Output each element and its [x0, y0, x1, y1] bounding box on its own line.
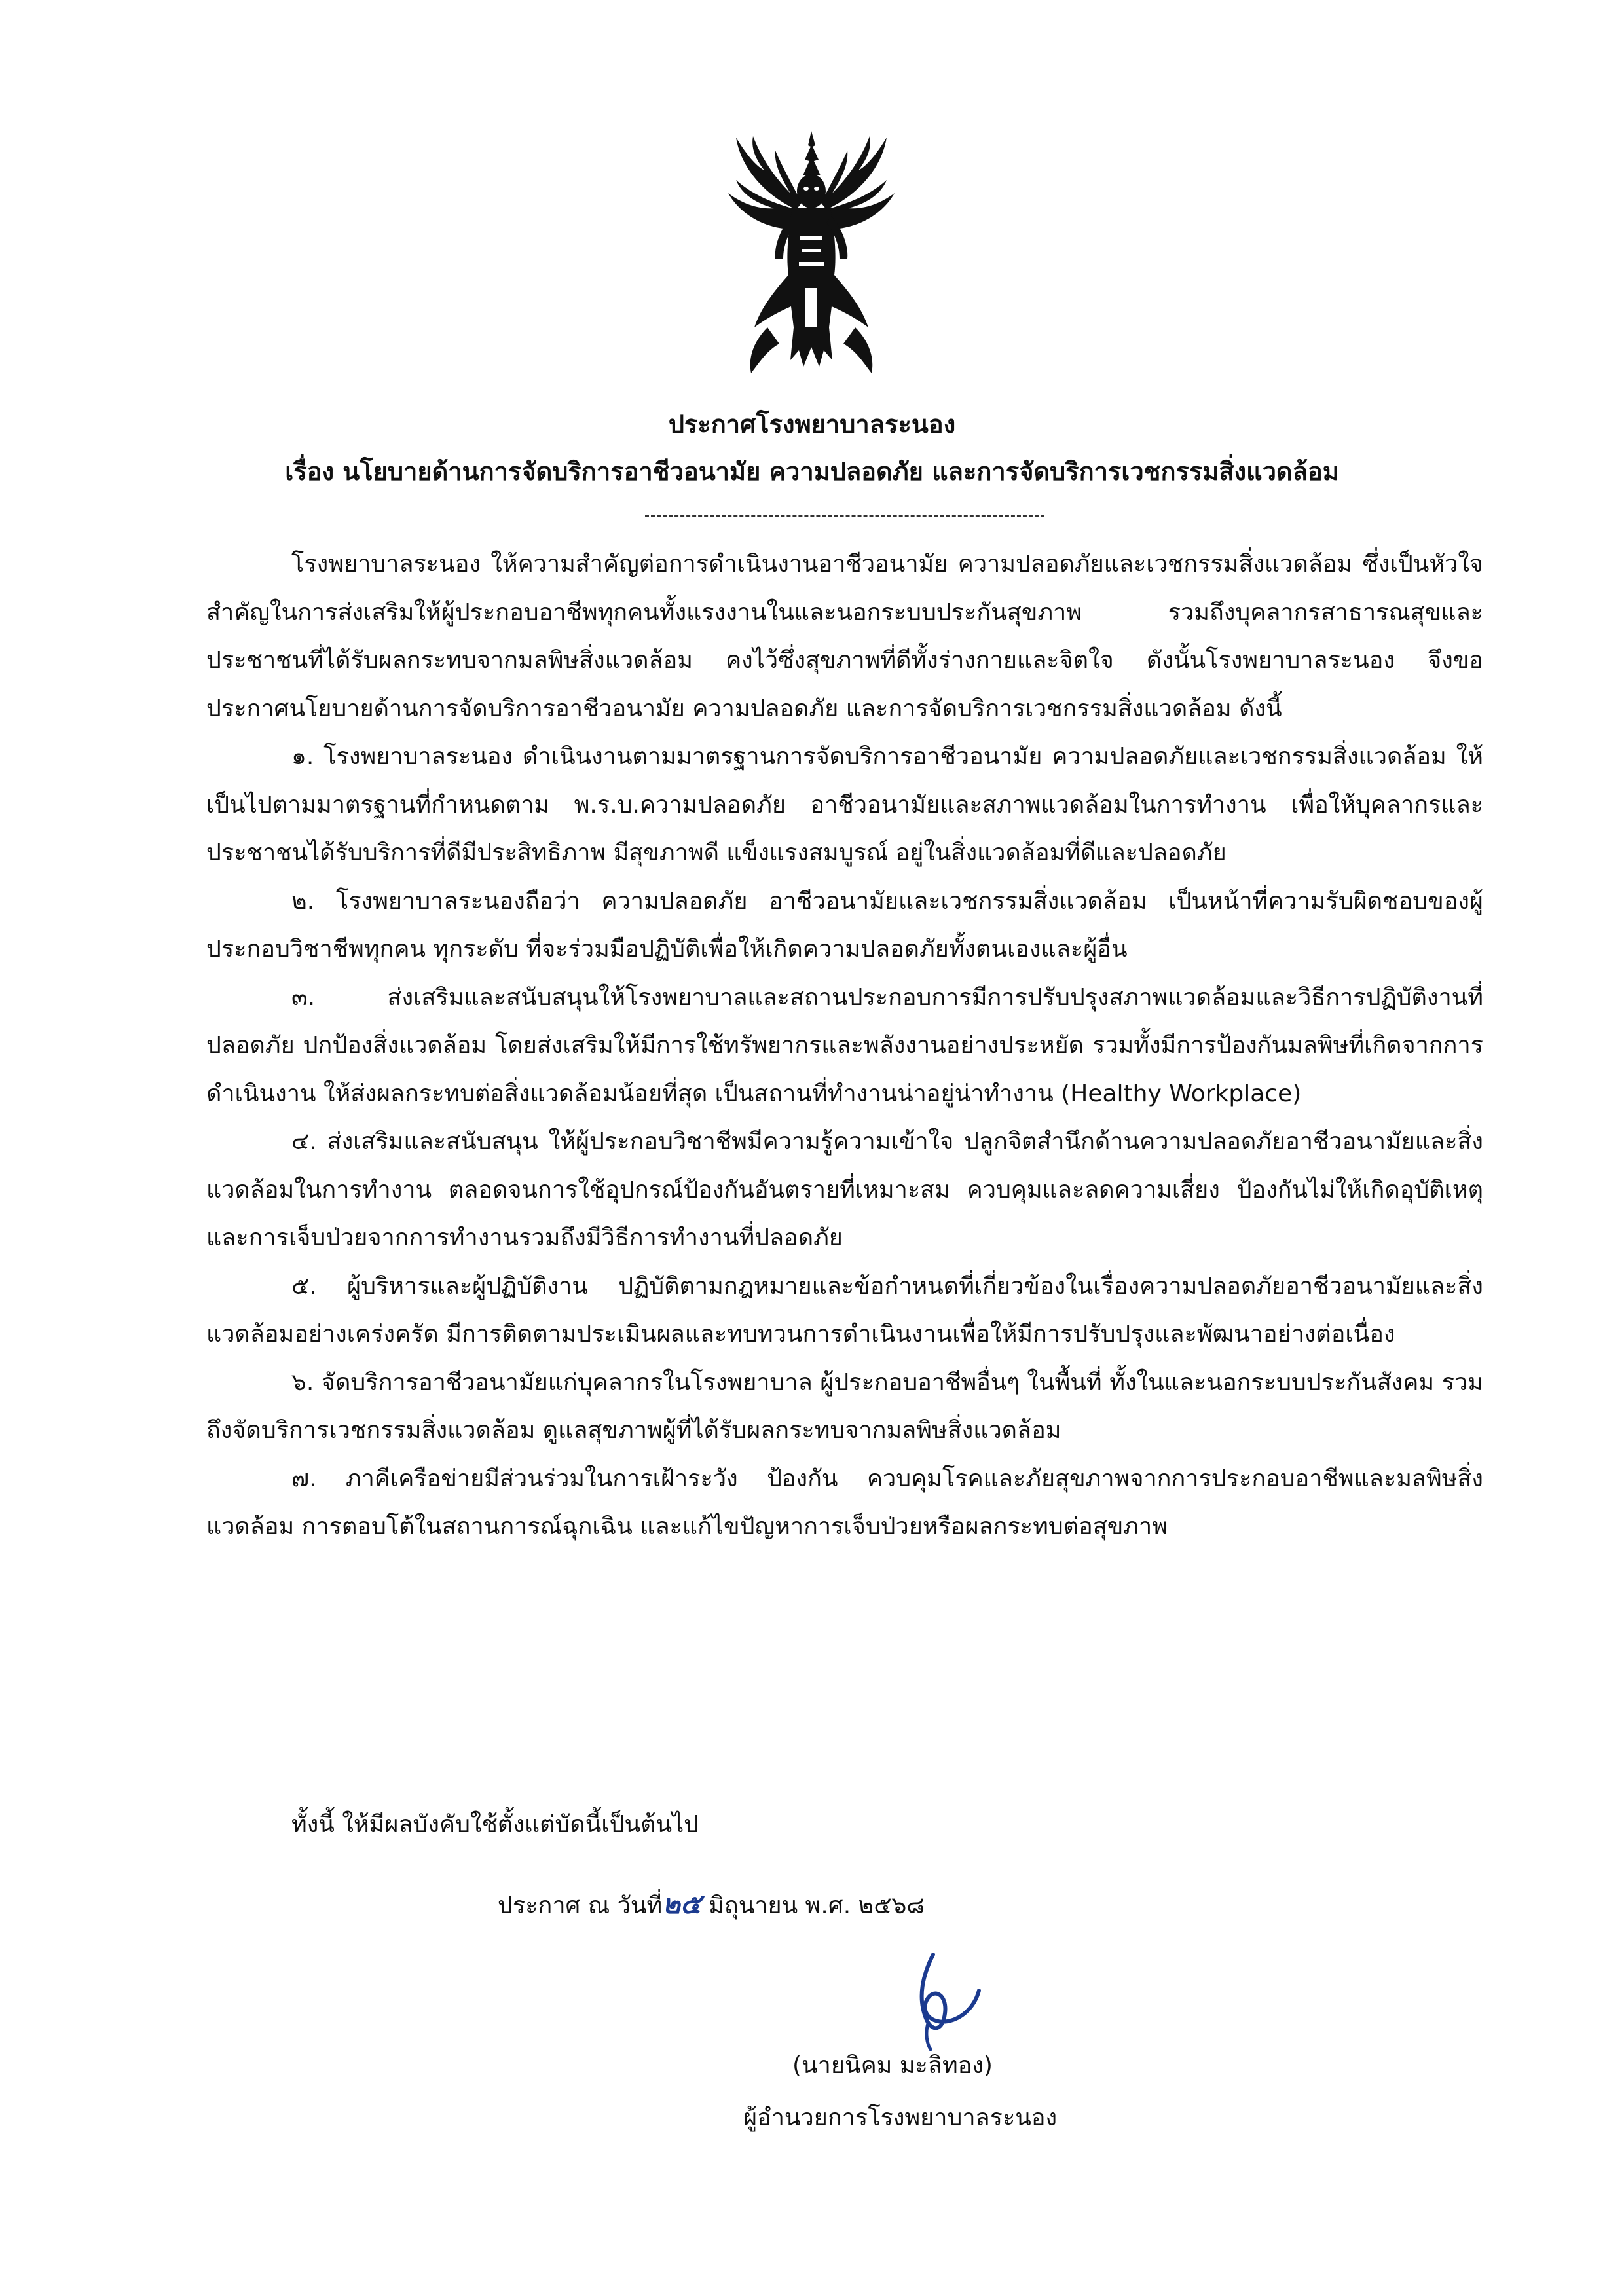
- document-subject: เรื่อง นโยบายด้านการจัดบริการอาชีวอนามัย ความปลอดภัย และการจัดบริการเวชกรรมสิ่งแวดล้อม: [285, 457, 1339, 486]
- signer-name: (นายนิคม มะลิทอง): [792, 2052, 993, 2079]
- date-month-year: มิถุนายน พ.ศ. ๒๕๖๘: [709, 1892, 925, 1919]
- document-body: [206, 540, 1483, 1551]
- policy-item-5: ๕. ผู้บริหารและผู้ปฏิบัติงาน ปฏิบัติตามกฎหมายและข้อกำหนดที่เกี่ยวข้องในเรื่องความปลอดภัยอาชีวอนามัยและสิ่งแวดล้อมอย่างเคร่งครัด มีการติดตามประเมินผลและทบทวนการดำเนินงานเพื่อให้มีการปรับปรุงและพัฒนาอย่างต่อเนื่อง: [206, 1272, 1483, 1348]
- policy-item-3: ๓. ส่งเสริมและสนับสนุนให้โรงพยาบาลและสถานประกอบการมีการปรับปรุงสภาพแวดล้อมและวิธีการปฏิบัติงานที่ปลอดภัย ปกป้องสิ่งแวดล้อม โดยส่งเสริมให้มีการใช้ทรัพยากรและพลังงานอย่างประหยัด รวมทั้งมีการป้องกันมลพิษที่เกิดจากการดำเนินงาน ให้ส่งผลกระทบต่อสิ่งแวดล้อมน้อยที่สุด เป็นสถานที่ทำงานน่าอยู่น่าทำงาน (Healthy Workplace): [206, 983, 1483, 1107]
- date-day: ๒๕: [662, 1888, 701, 1920]
- policy-item-4: ๔. ส่งเสริมและสนับสนุน ให้ผู้ประกอบวิชาชีพมีความรู้ความเข้าใจ ปลูกจิตสำนึกด้านความปลอดภัยอาชีวอนามัยและสิ่งแวดล้อมในการทำงาน ตลอดจนการใช้อุปกรณ์ป้องกันอันตรายที่เหมาะสม ควบคุมและลดความเสี่ยง ป้องกันไม่ให้เกิดอุบัติเหตุและการเจ็บป่วยจากการทำงานรวมถึงมีวิธีการทำงานที่ปลอดภัย: [206, 1128, 1483, 1251]
- policy-item-2: ๒. โรงพยาบาลระนองถือว่า ความปลอดภัย อาชีวอนามัยและเวชกรรมสิ่งแวดล้อม เป็นหน้าที่ความรับผิดชอบของผู้ประกอบวิชาชีพทุกคน ทุกระดับ ที่จะร่วมมือปฏิบัติเพื่อให้เกิดความปลอดภัยทั้งตนเองและผู้อื่น: [206, 887, 1483, 963]
- intro-paragraph: โรงพยาบาลระนอง ให้ความสำคัญต่อการดำเนินงานอาชีวอนามัย ความปลอดภัยและเวชกรรมสิ่งแวดล้อม ซึ่งเป็นหัวใจสำคัญในการส่งเสริมให้ผู้ประกอบอาชีพทุกคนทั้งแรงงานในและนอกระบบประกันสุขภาพ รวมถึงบุคลากรสาธารณสุขและประชาชนที่ได้รับผลกระทบจากมลพิษสิ่งแวดล้อม คงไว้ซึ่งสุขภาพที่ดีทั้งร่างกายและจิตใจ ดังนั้นโรงพยาบาลระนอง จึงขอประกาศนโยบายด้านการจัดบริการอาชีวอนามัย ความปลอดภัย และการจัดบริการเวชกรรมสิ่งแวดล้อม ดังนี้: [206, 551, 1483, 722]
- title-divider: [645, 515, 1044, 517]
- announcement-date: [498, 1884, 925, 1926]
- policy-item-6: ๖. จัดบริการอาชีวอนามัยแก่บุคลากรในโรงพยาบาล ผู้ประกอบอาชีพอื่นๆ ในพื้นที่ ทั้งในและนอกระบบประกันสังคม รวมถึงจัดบริการเวชกรรมสิ่งแวดล้อม ดูแลสุขภาพผู้ที่ได้รับผลกระทบจากมลพิษสิ่งแวดล้อม: [206, 1368, 1483, 1444]
- signature-icon: [887, 1948, 986, 2053]
- policy-item-1: ๑. โรงพยาบาลระนอง ดำเนินงานตามมาตรฐานการจัดบริการอาชีวอนามัย ความปลอดภัยและเวชกรรมสิ่งแวดล้อม ให้เป็นไปตามมาตรฐานที่กำหนดตาม พ.ร.บ.ความปลอดภัย อาชีวอนามัยและสภาพแวดล้อมในการทำงาน เพื่อให้บุคลากรและประชาชนได้รับบริการที่ดีมีประสิทธิภาพ มีสุขภาพดี แข็งแรงสมบูรณ์ อยู่ในสิ่งแวดล้อมที่ดีและปลอดภัย: [206, 743, 1483, 866]
- signer-position: ผู้อำนวยการโรงพยาบาลระนอง: [743, 2104, 1058, 2131]
- garuda-emblem-icon: [728, 131, 895, 373]
- policy-item-7: ๗. ภาคีเครือข่ายมีส่วนร่วมในการเฝ้าระวัง ป้องกัน ควบคุมโรคและภัยสุขภาพจากการประกอบอาชีพและมลพิษสิ่งแวดล้อม การตอบโต้ในสถานการณ์ฉุกเฉิน และแก้ไขปัญหาการเจ็บป่วยหรือผลกระทบต่อสุขภาพ: [206, 1465, 1483, 1540]
- date-prefix: ประกาศ ณ วันที่: [498, 1892, 663, 1919]
- closing-statement: ทั้งนี้ ให้มีผลบังคับใช้ตั้งแต่บัดนี้เป็นต้นไป: [291, 1811, 699, 1838]
- document-title: ประกาศโรงพยาบาลระนอง: [668, 410, 956, 439]
